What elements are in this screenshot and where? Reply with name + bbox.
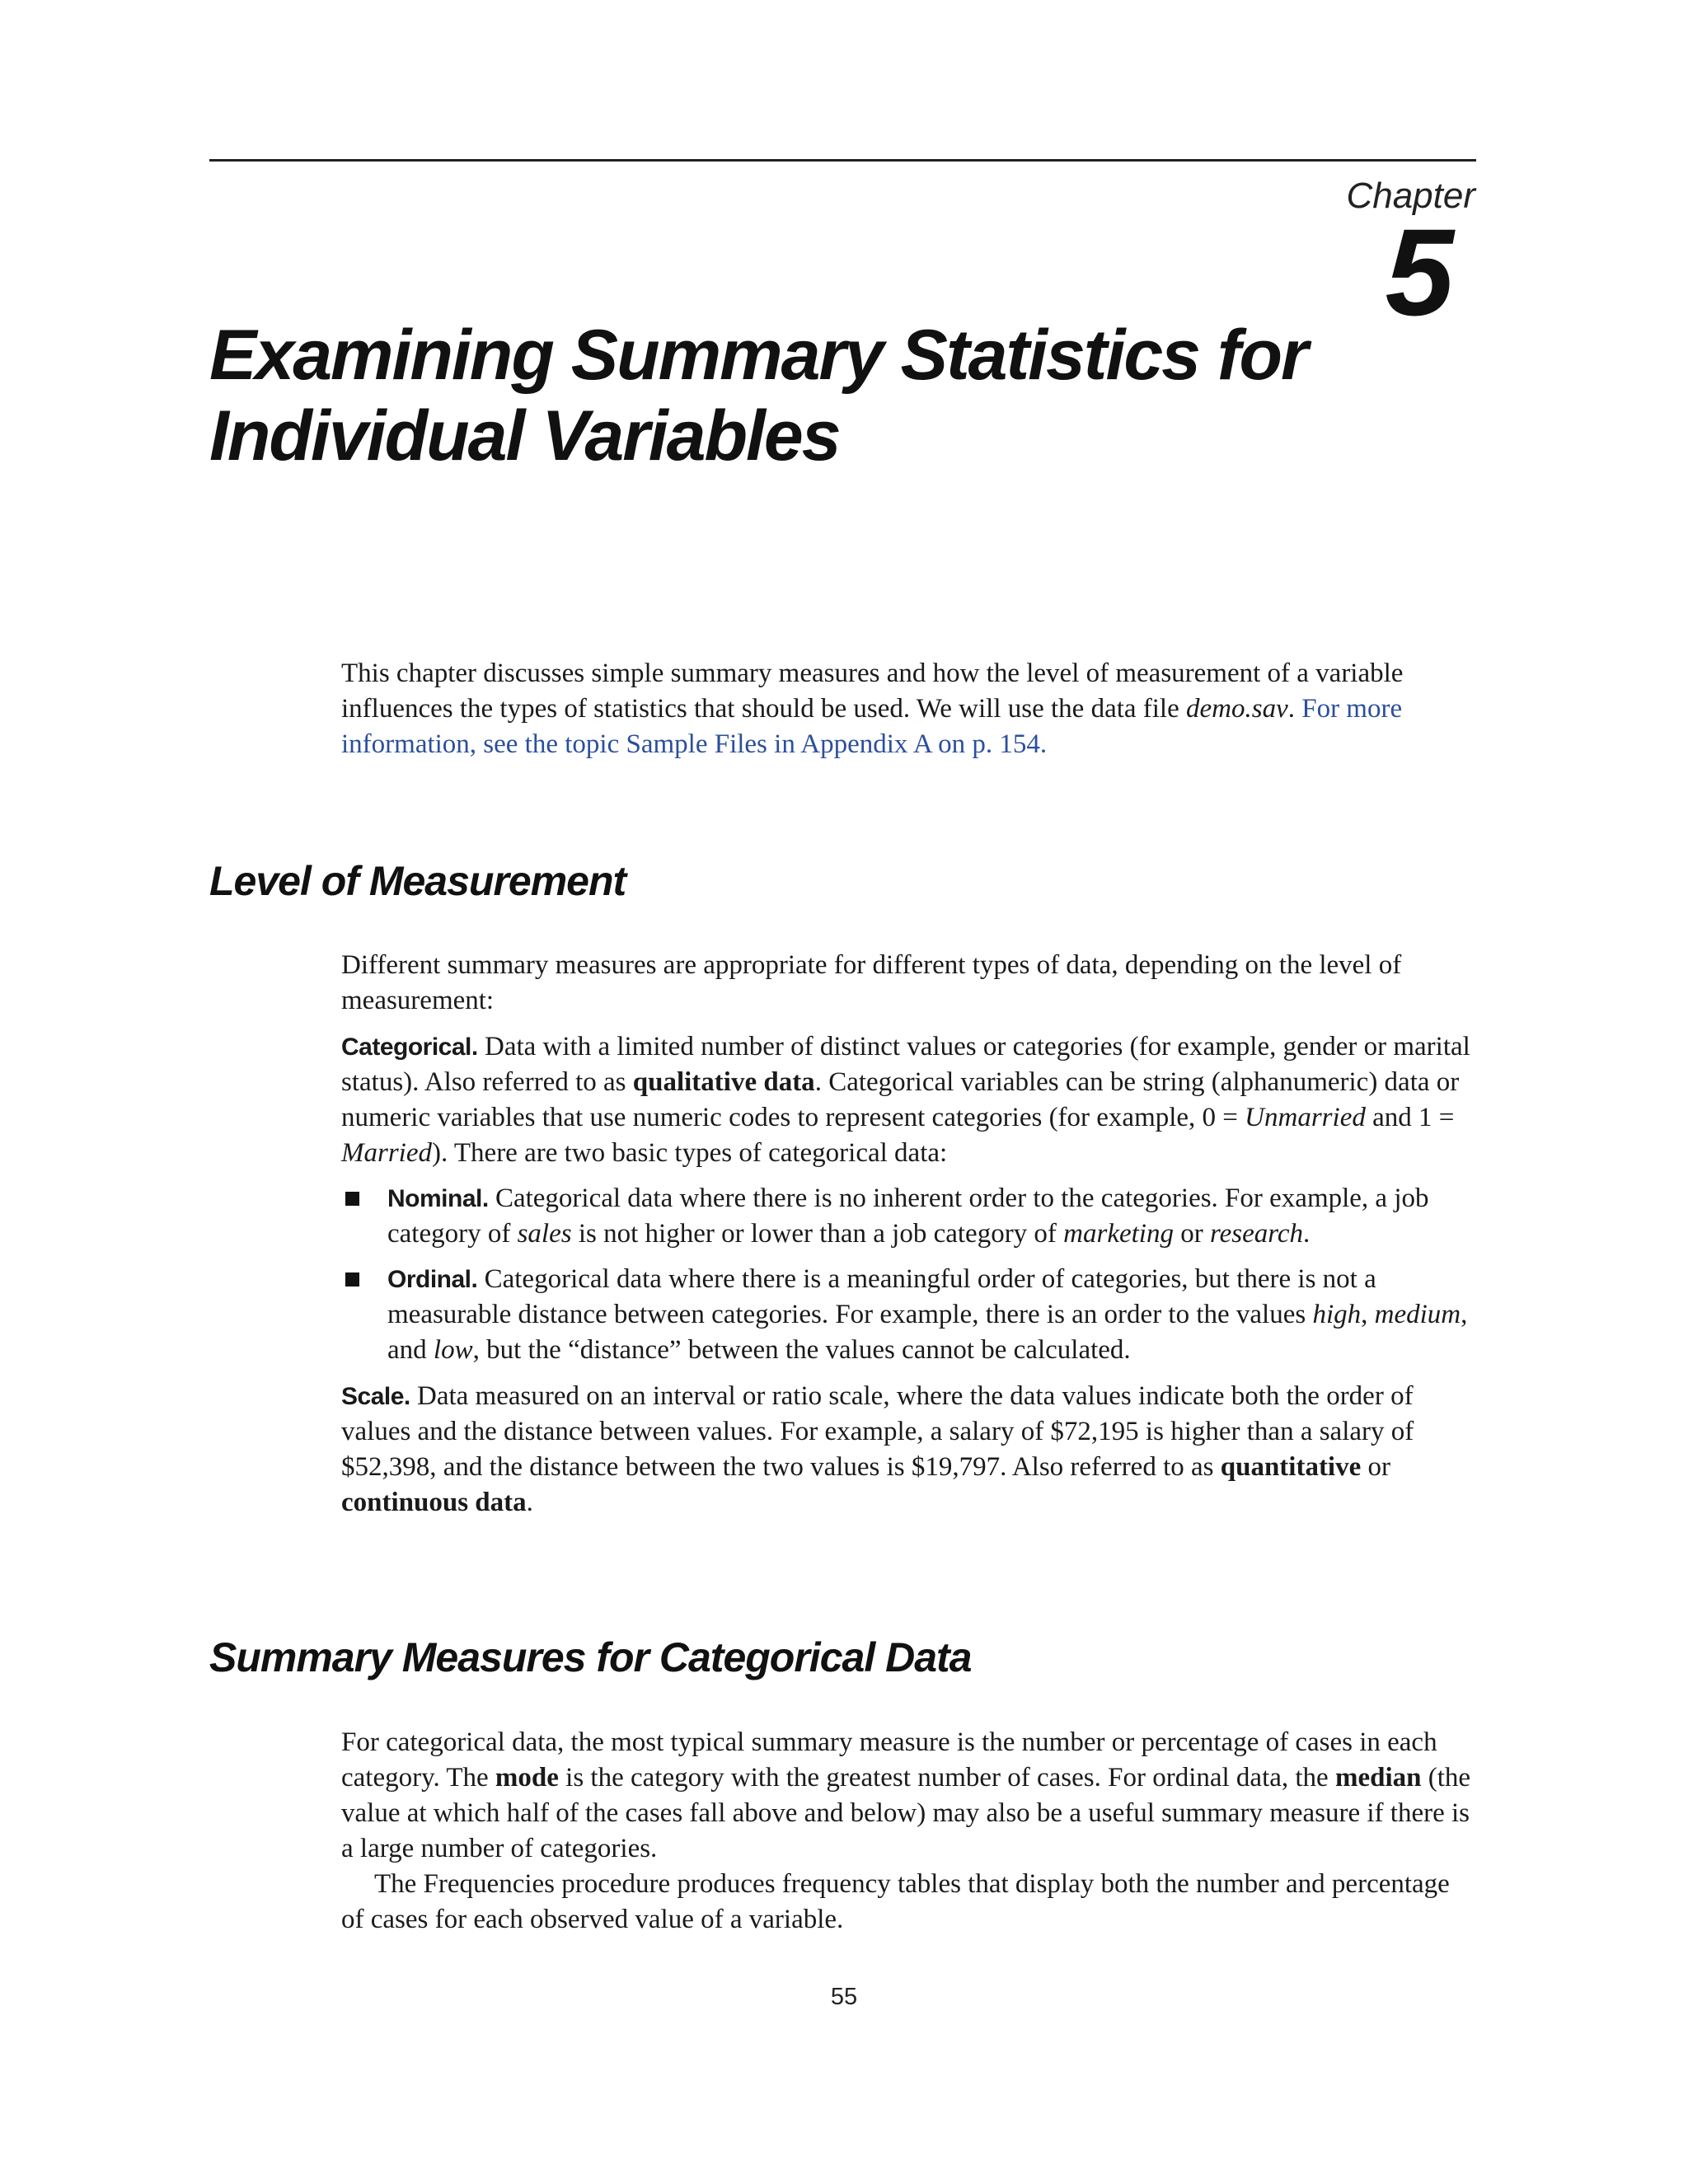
page-number: 55 bbox=[830, 1984, 858, 2010]
categorical-definition: Categorical. Data with a limited number of distinct values or categories (for example, gender or marital status). Also referred to as qualitative data. Categorical variables can be string (alphanumeric) data or numeric variables that use numeric codes to represent categories (for example, 0 = Unmarried and 1 = Married). There are two basic types of categorical data: bbox=[341, 1032, 1470, 1168]
scale-definition: Scale. Data measured on an interval or ratio scale, where the data values indicate both the order of values and the distance between values. For example, a salary of $72,195 is higher than a salary of $52,398, and the distance between the two values is $19,797. Also referred to as quantitative or continuous data. bbox=[341, 1381, 1414, 1517]
categorical-summary-paragraph: For categorical data, the most typical summary measure is the number or percentage of cases in each category. The mode is the category with the greatest number of cases. For ordinal data, the median (the value at which half of the cases fall above and below) may also be a useful summary measure if there is a large number of categories. bbox=[341, 1727, 1471, 1863]
level-of-measurement-body bbox=[341, 948, 1479, 1521]
intro-paragraph: This chapter discusses simple summary measures and how the level of measurement of a variable influences the types of statistics that should be used. We will use the data file demo.sav. For more information, see the topic Sample Files in Appendix A on p. 154. bbox=[341, 658, 1404, 759]
section-heading-level-of-measurement: Level of Measurement bbox=[209, 858, 626, 904]
chapter-number: 5 bbox=[1385, 203, 1451, 341]
chapter-label: Chapter bbox=[1346, 176, 1475, 216]
list-item-nominal: Nominal. Categorical data where there is no inherent order to the categories. For example, a job category of sales is not higher or lower than a job category of marketing or research. bbox=[341, 1181, 1479, 1252]
sample-files-link[interactable]: For more information, see the topic Sample Files in Appendix A on p. 154. bbox=[341, 694, 1403, 759]
ordinal-term: Ordinal. bbox=[387, 1266, 478, 1293]
header-rule bbox=[209, 159, 1476, 162]
list-item-ordinal: Ordinal. Categorical data where there is a meaningful order of categories, but there is not a measurable distance between categories. For example, there is an order to the values high, medium, and low, but the “distance” between the values cannot be calculated. bbox=[341, 1262, 1479, 1368]
chapter-title bbox=[209, 315, 1363, 476]
file-name: demo.sav bbox=[1186, 694, 1288, 724]
categorical-types-list bbox=[341, 1181, 1479, 1368]
measurement-intro: Different summary measures are appropriate for different types of data, depending on the level of measurement: bbox=[341, 950, 1402, 1015]
chapter-title-line-2: Individual Variables bbox=[209, 396, 840, 476]
nominal-term: Nominal. bbox=[387, 1185, 489, 1212]
square-bullet-icon bbox=[345, 1272, 359, 1286]
chapter-title-line-1: Examining Summary Statistics for bbox=[209, 316, 1307, 395]
summary-measures-body bbox=[341, 1725, 1479, 1938]
scale-term: Scale. bbox=[341, 1383, 410, 1410]
categorical-term: Categorical. bbox=[341, 1033, 478, 1061]
intro-block bbox=[341, 656, 1479, 762]
square-bullet-icon bbox=[345, 1192, 359, 1206]
frequencies-paragraph: The Frequencies procedure produces frequency tables that display both the number and percentage of cases for each observed value of a variable. bbox=[341, 1869, 1450, 1934]
section-heading-summary-measures: Summary Measures for Categorical Data bbox=[209, 1634, 972, 1680]
